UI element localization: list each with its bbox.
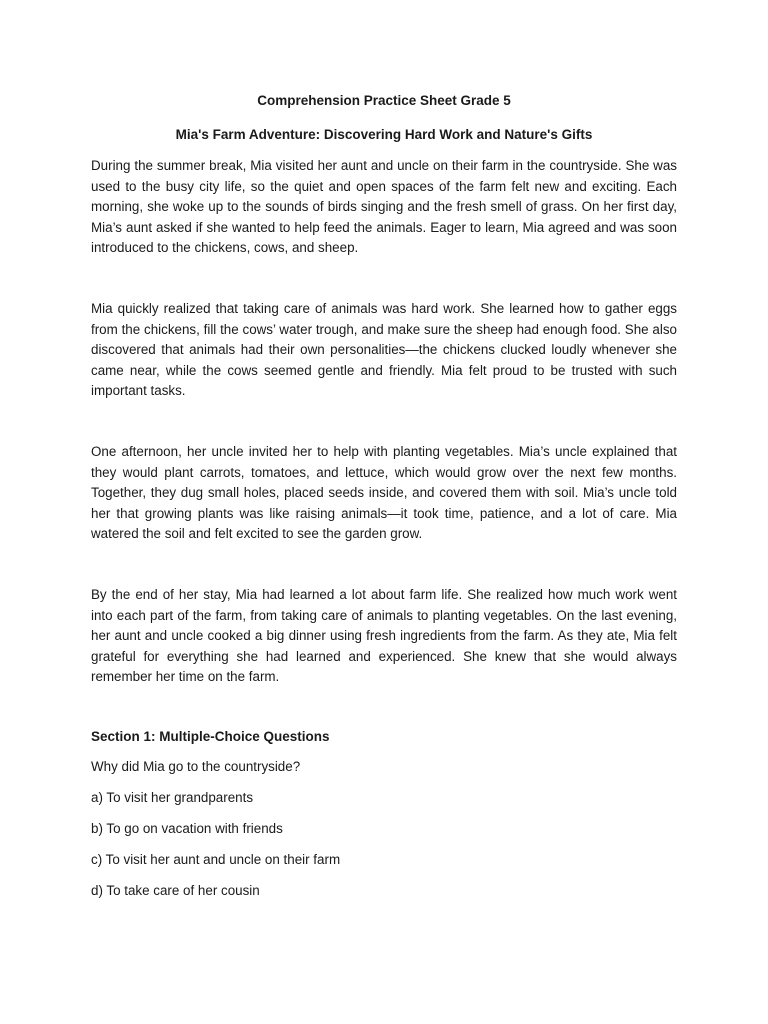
question-1: Why did Mia go to the countryside? bbox=[91, 758, 301, 774]
story-title: Mia's Farm Adventure: Discovering Hard Work and Nature's Gifts bbox=[175, 127, 593, 142]
section-1-heading: Section 1: Multiple-Choice Questions bbox=[91, 728, 330, 744]
story-paragraph-3: One afternoon, her uncle invited her to help with planting vegetables. Mia’s uncle explained that they would plant carrots, tomatoes, and lettuce, which would grow over the next few months. Together, they dug small holes, placed seeds inside, and covered them with soil. Mia’s uncle told her that growing plants was like raising animals—it took time, patience, and a lot of care. Mia watered the soil and felt excited to see the garden grow. bbox=[91, 443, 677, 542]
sheet-title: Comprehension Practice Sheet Grade 5 bbox=[257, 93, 511, 108]
option-a: a) To visit her grandparents bbox=[91, 789, 254, 805]
story-paragraph-4: By the end of her stay, Mia had learned a lot about farm life. She realized how much work went into each part of the farm, from taking care of animals to planting vegetables. On the last evening, her aunt and uncle cooked a big dinner using fresh ingredients from the farm. As they ate, Mia felt grateful for everything she had learned and experienced. She knew that she would always remember her time on the farm. bbox=[91, 586, 677, 685]
story-paragraph-2: Mia quickly realized that taking care of animals was hard work. She learned how to gather eggs from the chickens, fill the cows’ water trough, and make sure the sheep had enough food. She also discovered that animals had their own personalities—the chickens clucked loudly whenever she came near, while the cows seemed gentle and friendly. Mia felt proud to be trusted with such important tasks. bbox=[91, 300, 677, 399]
option-c: c) To visit her aunt and uncle on their farm bbox=[91, 851, 341, 867]
story-paragraph-1: During the summer break, Mia visited her aunt and uncle on their farm in the countryside. She was used to the busy city life, so the quiet and open spaces of the farm felt new and exciting. Each morning, she woke up to the sounds of birds singing and the fresh smell of grass. On her first day, Mia’s aunt asked if she wanted to help feed the animals. Eager to learn, Mia agreed and was soon introduced to the chickens, cows, and sheep. bbox=[91, 158, 677, 256]
option-b: b) To go on vacation with friends bbox=[91, 820, 283, 836]
option-d: d) To take care of her cousin bbox=[91, 882, 260, 898]
